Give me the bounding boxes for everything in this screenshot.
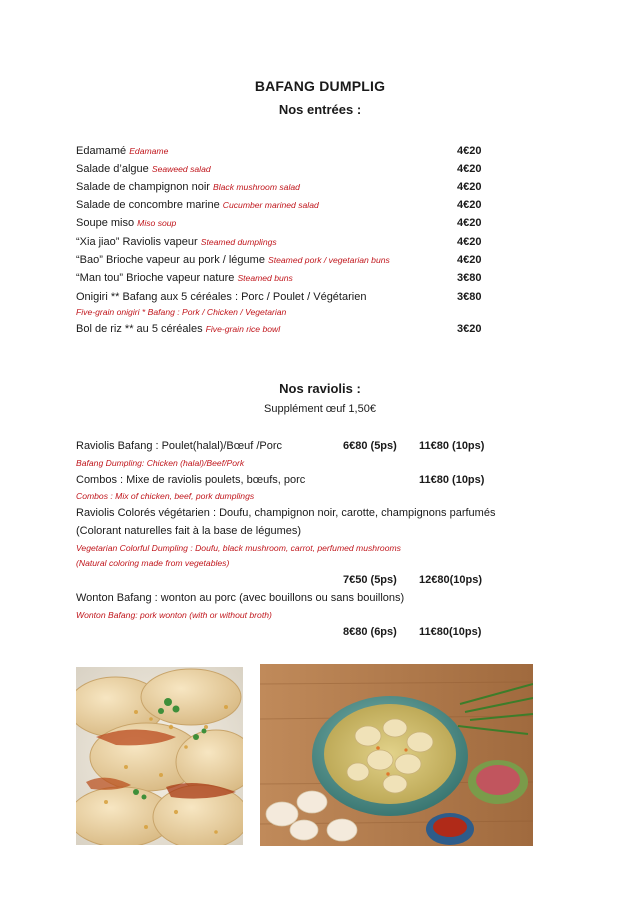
menu-item: Salade de concombre marine Cucumber marined salad <box>76 199 319 211</box>
price-small: 6€80 (5ps) <box>343 440 397 452</box>
menu-item: Salade d’algue Seaweed salad <box>76 163 211 175</box>
item-translation: Vegetarian Colorful Dumpling : Doufu, black mushroom, carrot, perfumed mushrooms <box>76 543 401 553</box>
price-large: 11€80(10ps) <box>419 626 482 638</box>
menu-item: Raviolis Colorés végétarien : Doufu, champignon noir, carotte, champignons parfumés <box>76 507 496 519</box>
menu-item: “Bao” Brioche vapeur au pork / légume Steamed pork / vegetarian buns <box>76 254 390 266</box>
item-price: 3€80 <box>457 272 482 284</box>
wonton-soup-photo <box>260 664 533 846</box>
menu-item: Bol de riz ** au 5 céréales Five-grain rice bowl <box>76 323 281 335</box>
dumplings-plate-photo <box>76 667 243 845</box>
menu-item: Onigiri ** Bafang aux 5 céréales : Porc / Poulet / Végétarien <box>76 291 367 303</box>
item-price: 4€20 <box>457 254 482 266</box>
item-translation: Wonton Bafang: pork wonton (with or without broth) <box>76 610 272 620</box>
item-price: 4€20 <box>457 199 482 211</box>
item-translation: (Natural coloring made from vegetables) <box>76 558 230 568</box>
menu-item: Soupe miso Miso soup <box>76 217 177 229</box>
item-price: 4€20 <box>457 236 482 248</box>
item-price: 4€20 <box>457 217 482 229</box>
raviolis-heading: Nos raviolis : <box>279 381 361 396</box>
price-large: 11€80 (10ps) <box>419 440 485 452</box>
item-translation: Combos : Mix of chicken, beef, pork dumplings <box>76 491 255 501</box>
restaurant-title: BAFANG DUMPLIG <box>254 78 386 94</box>
onigiri-translation: Five-grain onigiri * Bafang : Pork / Chicken / Vegetarian <box>76 307 287 317</box>
price-small: 8€80 (6ps) <box>343 626 397 638</box>
menu-item: “Xia jiao” Raviolis vapeur Steamed dumplings <box>76 236 277 248</box>
menu-item: Combos : Mixe de raviolis poulets, bœufs, porc <box>76 474 306 486</box>
menu-item: Salade de champignon noir Black mushroom salad <box>76 181 300 193</box>
menu-item-note: (Colorant naturelles fait à la base de légumes) <box>76 525 302 537</box>
item-price: 3€80 <box>457 291 482 303</box>
price-large: 12€80(10ps) <box>419 574 482 586</box>
item-price: 4€20 <box>457 145 482 157</box>
item-price: 4€20 <box>457 163 482 175</box>
menu-item: Edamamé Edamame <box>76 145 169 157</box>
menu-item: Raviolis Bafang : Poulet(halal)/Bœuf /Porc <box>76 440 283 452</box>
price-small: 7€50 (5ps) <box>343 574 397 586</box>
item-price: 4€20 <box>457 181 482 193</box>
entrees-heading: Nos entrées : <box>278 102 362 117</box>
menu-item: “Man tou” Brioche vapeur nature Steamed buns <box>76 272 293 284</box>
price-large: 11€80 (10ps) <box>419 474 485 486</box>
menu-item: Wonton Bafang : wonton au porc (avec bouillons ou sans bouillons) <box>76 592 405 604</box>
item-price: 3€20 <box>457 323 482 335</box>
egg-supplement: Supplément œuf 1,50€ <box>264 403 376 415</box>
item-translation: Bafang Dumpling: Chicken (halal)/Beef/Pork <box>76 458 245 468</box>
